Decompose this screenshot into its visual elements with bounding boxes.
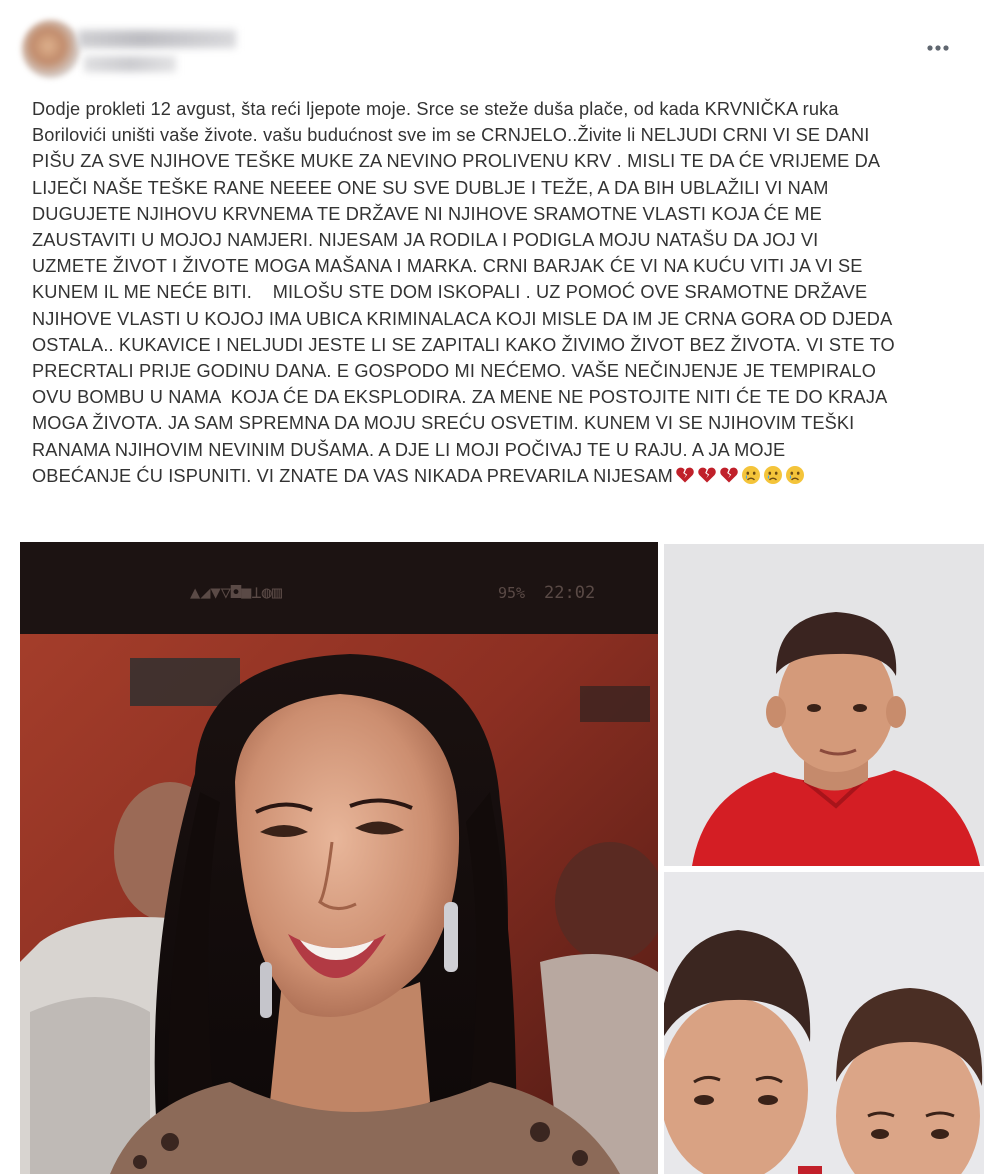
- crying-face-icon: [741, 465, 761, 485]
- post-text-line: KUNEM IL ME NEĆE BITI. MILOŠU STE DOM ISKOPALI . UZ POMOĆ OVE SRAMOTNE DRŽAVE: [32, 282, 868, 303]
- photo-grid: [20, 542, 984, 1174]
- status-bar-icons: ▲◢▼▽◘■⊥◍▥: [190, 583, 283, 603]
- post-text-line: MOGA ŽIVOTA. JA SAM SPREMNA DA MOJU SREĆU OSVETIM. KUNEM VI SE NJIHOVIM TEŠKI: [32, 413, 855, 434]
- post-text-line: LIJEČI NAŠE TEŠKE RANE NEEEE ONE SU SVE DUBLJE I TEŽE, A DA BIH UBLAŽILI VI NAM: [32, 177, 829, 198]
- broken-heart-icon: [675, 465, 695, 485]
- post-text-line: UZMETE ŽIVOT I ŽIVOTE MOGA MAŠANA I MARKA. CRNI BARJAK ĆE VI NA KUĆU VITI JA VI SE: [32, 256, 863, 277]
- post-text-line: Dodje prokleti 12 avgust, šta reći ljepote moje. Srce se steže duša plače, od kada KRVNIČKA ruka: [32, 99, 839, 119]
- post-text-line: OVU BOMBU U NAMA KOJA ĆE DA EKSPLODIRA. ZA MENE NE POSTOJITE NITI ĆE TE DO KRAJA: [32, 387, 888, 408]
- post-text-line: Borilovići uništi vaše živote. vašu budućnost sve im se CRNJELO..Živite li NELJUDI CRNI VI SE DANI: [32, 125, 870, 146]
- post-text-line: NJIHOVE VLASTI U KOJOJ IMA UBICA KRIMINALACA KOJI MISLE DA IM JE CRNA GORA OD DJEDA: [32, 308, 893, 329]
- crying-face-icon: [763, 465, 783, 485]
- post-text-line: OBEĆANJE ĆU ISPUNITI. VI ZNATE DA VAS NIKADA PREVARILA NIJESAM: [32, 465, 673, 486]
- emoji-row: [675, 465, 805, 485]
- more-options-button[interactable]: [918, 36, 958, 60]
- photo-woman-smiling-image: [20, 542, 658, 1174]
- photo-boy-red-shirt-image: [664, 544, 984, 866]
- author-avatar-blurred[interactable]: [22, 20, 80, 78]
- photo-two-boys-image: [664, 872, 984, 1174]
- more-horizontal-icon: [926, 44, 950, 52]
- post-text-line: PIŠU ZA SVE NJIHOVE TEŠKE MUKE ZA NEVINO PROLIVENU KRV . MISLI TE DA ĆE VRIJEME DA: [32, 151, 881, 172]
- post-text: [32, 96, 978, 489]
- post-text-line: ZAUSTAVITI U MOJOJ NAMJERI. NIJESAM JA RODILA I PODIGLA MOJU NATAŠU DA JOJ VI: [32, 230, 819, 251]
- post-text-line: RANAMA NJIHOVIM NEVINIM DUŠAMA. A DJE LI MOJI POČIVAJ TE U RAJU. A JA MOJE: [32, 439, 786, 460]
- post-header: [0, 0, 1000, 92]
- photo-woman-smiling[interactable]: [20, 542, 658, 1174]
- post-meta-blurred: [84, 56, 176, 72]
- post-text-line: OSTALA.. KUKAVICE I NELJUDI JESTE LI SE ZAPITALI KAKO ŽIVIMO ŽIVOT BEZ ŽIVOTA. VI STE TO: [32, 334, 895, 355]
- broken-heart-icon: [719, 465, 739, 485]
- photo-boy-red-shirt[interactable]: [664, 544, 984, 866]
- status-bar-battery: 95%: [498, 584, 526, 602]
- photo-two-boys[interactable]: [664, 872, 984, 1174]
- post-text-line: DUGUJETE NJIHOVU KRVNEMA TE DRŽAVE NI NJIHOVE SRAMOTNE VLASTI KOJA ĆE ME: [32, 203, 822, 224]
- broken-heart-icon: [697, 465, 717, 485]
- author-name-blurred[interactable]: [78, 30, 236, 48]
- crying-face-icon: [785, 465, 805, 485]
- post-text-line: PRECRTALI PRIJE GODINU DANA. E GOSPODO MI NEĆEMO. VAŠE NEČINJENJE JE TEMPIRALO: [32, 361, 877, 382]
- status-bar-time: 22:02: [544, 583, 596, 603]
